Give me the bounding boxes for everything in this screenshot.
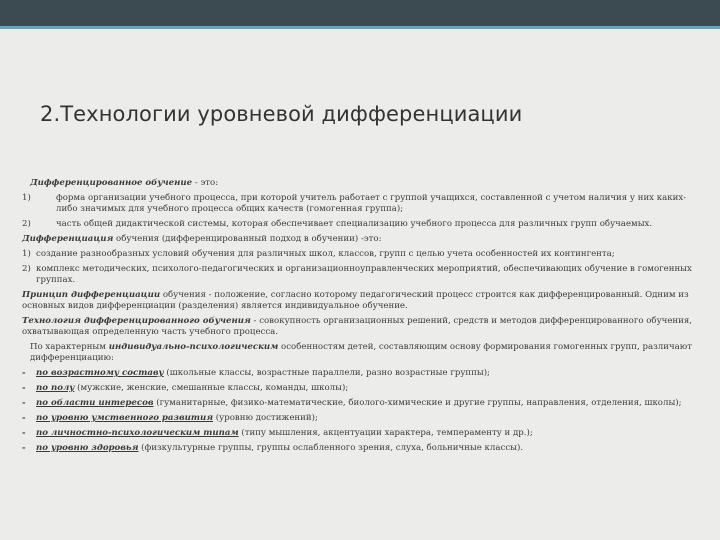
term: Дифференциация	[22, 234, 114, 244]
dash-bullet: -	[22, 413, 26, 423]
intro-pre: По характерным	[30, 342, 109, 352]
term: по уровню здоровья	[36, 443, 139, 453]
term: по возрастному составу	[36, 368, 164, 378]
item-text: форма организации учебного процесса, при которой учитель работает с группой учащихся, составленной с учетом наличия у них каких-либо значимых для учебного процесса общих качеств (гомогенная группа);	[56, 193, 687, 214]
dash-bullet: -	[22, 398, 26, 408]
characteristics-intro	[22, 342, 694, 364]
definition-differentiated-learning	[22, 178, 694, 189]
term: по полу	[36, 383, 75, 393]
item-text: часть общей дидактической системы, которая обеспечивает специализацию учебного процесса для различных групп обучаемых.	[56, 219, 653, 229]
item-number: 1)	[22, 249, 31, 259]
item-number: 2)	[22, 264, 31, 274]
list-item	[22, 219, 694, 230]
list-item	[22, 368, 694, 379]
definition-technology	[22, 316, 694, 338]
definition-differentiation	[22, 234, 694, 245]
list-item	[22, 428, 694, 439]
top-bar	[0, 0, 720, 26]
list-item	[22, 193, 694, 215]
term: по области интересов	[36, 398, 154, 408]
term: индивидуально-психологическим	[108, 342, 279, 352]
list-item	[22, 264, 694, 286]
term-rest: - совокупность организационных решений, средств и методов дифференцированного обучения, охватывающая определенную часть учебного процесса.	[22, 316, 693, 337]
term-rest: обучения - положение, согласно которому педагогический процесс строится как дифференцированный. Одним из основных видов дифференциации (разделения) является индивидуальное обучение.	[22, 290, 689, 311]
dash-bullet: -	[22, 368, 26, 378]
term-rest: (мужские, женские, смешанные классы, команды, школы);	[74, 383, 349, 393]
dash-bullet: -	[22, 428, 26, 438]
term: Принцип дифференциации	[22, 290, 161, 300]
term-rest: (школьные классы, возрастные параллели, разно возрастные группы);	[163, 368, 490, 378]
term: по уровню умственного развития	[36, 413, 214, 423]
list-item	[22, 249, 694, 260]
list-item	[22, 383, 694, 394]
list-item	[22, 398, 694, 409]
slide-title: 2.Технологии уровневой дифференциации	[40, 102, 523, 126]
term: Технология дифференцированного обучения	[22, 316, 251, 326]
term-rest: (гуманитарные, физико-математические, биолого-химические и другие группы, направления, отделения, школы);	[153, 398, 682, 408]
list-item	[22, 443, 694, 454]
dash-bullet: -	[22, 443, 26, 453]
dash-bullet: -	[22, 383, 26, 393]
item-number: 1)	[22, 193, 31, 203]
definition-principle	[22, 290, 694, 312]
top-bar-accent-line	[0, 26, 720, 29]
intro-post: особенностям детей, составляющим основу формирования гомогенных групп, различают дифференциацию:	[30, 342, 693, 363]
term-rest: обучения (дифференцированный подход в обучении) -это:	[113, 234, 382, 244]
term: Дифференцированное обучение	[30, 178, 193, 188]
slide-body	[22, 178, 694, 458]
term-rest: - это:	[192, 178, 219, 188]
item-number: 2)	[22, 219, 31, 229]
item-text: создание разнообразных условий обучения для различных школ, классов, групп с целью учета особенностей их контингента;	[36, 249, 615, 259]
term-rest: (типу мышления, акцентуации характера, темпераменту и др.);	[238, 428, 533, 438]
list-item	[22, 413, 694, 424]
term-rest: (уровню достижений);	[213, 413, 318, 423]
term: по личностно-психологическим типам	[36, 428, 239, 438]
term-rest: (физкультурные группы, группы ослабленного зрения, слуха, больничные классы).	[138, 443, 524, 453]
item-text: комплекс методических, психолого-педагогических и организационноуправленческих мероприятий, обеспечивающих обучение в гомогенных группах.	[36, 264, 692, 285]
